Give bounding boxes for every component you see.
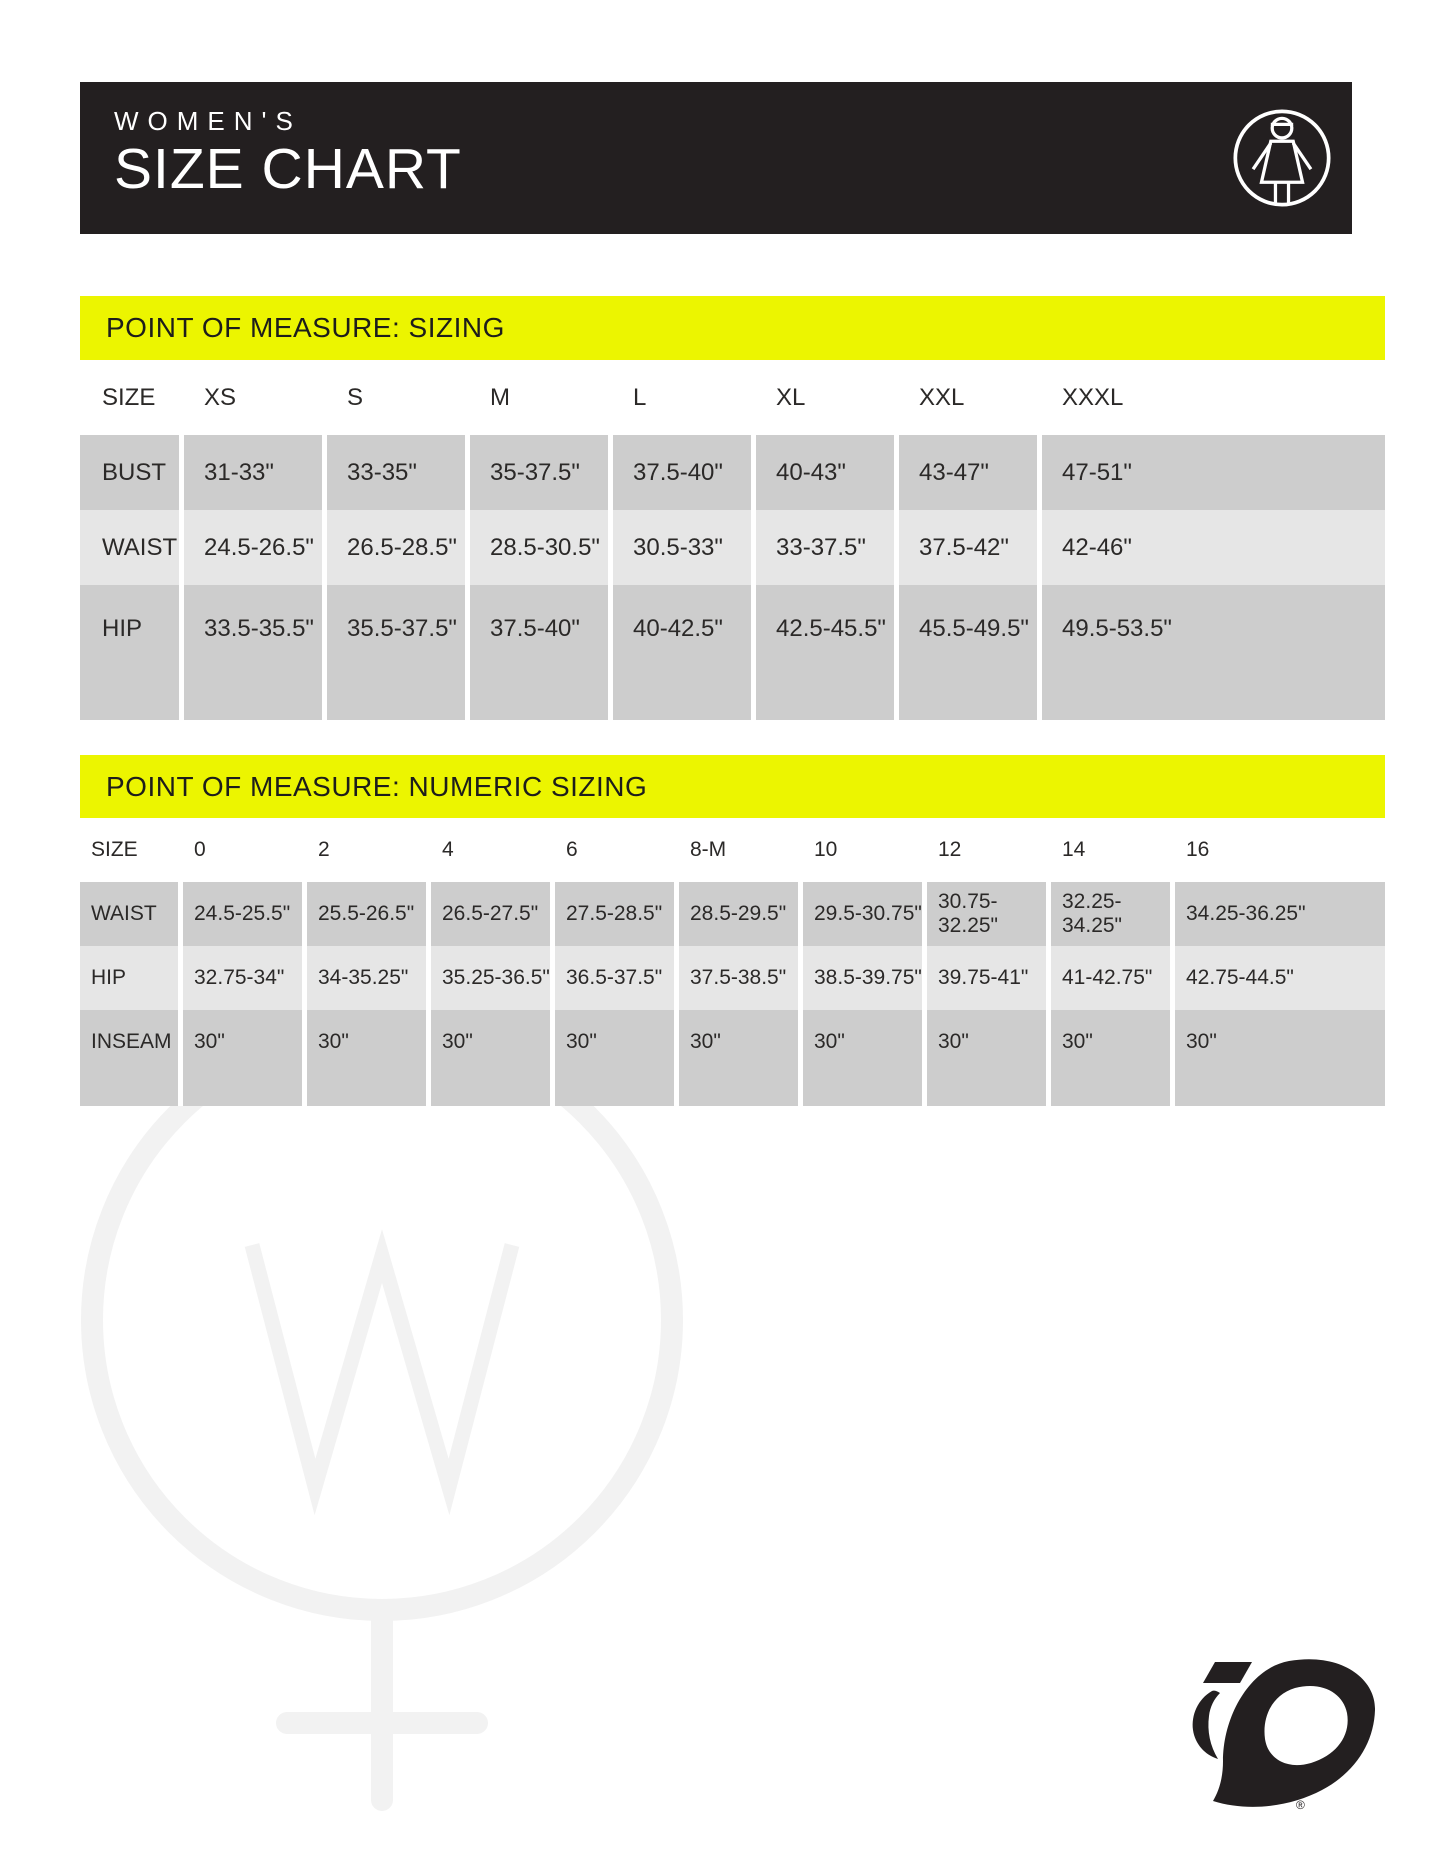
measurement-cell: 42-46" <box>1042 510 1385 585</box>
measurement-cell: 34-35.25" <box>307 946 426 1010</box>
measurement-cell: 37.5-40" <box>613 435 751 510</box>
table-row-hip <box>80 946 1385 1010</box>
measurement-cell: 35.25-36.5" <box>431 946 550 1010</box>
measurement-cell: 39.75-41" <box>927 946 1046 1010</box>
size-column-label: 8-M <box>690 838 727 861</box>
size-column-label: 0 <box>194 838 206 861</box>
measurement-cell: 32.75-34" <box>183 946 302 1010</box>
woman-head-icon <box>1272 118 1292 138</box>
header-kicker: WOMEN'S <box>114 106 302 136</box>
size-column-label: 14 <box>1062 838 1086 861</box>
measurement-cell: 26.5-28.5" <box>327 510 465 585</box>
measurement-cell: 28.5-29.5" <box>679 882 798 946</box>
measurement-cell: 38.5-39.75" <box>803 946 922 1010</box>
measurement-cell: 33-37.5" <box>756 510 894 585</box>
measurement-cell: 40-42.5" <box>613 585 751 720</box>
table-row-waist <box>80 882 1385 946</box>
measurement-cell: 34.25-36.25" <box>1175 882 1385 946</box>
numeric-sizing-table <box>80 818 1385 1106</box>
measurement-cell: 30" <box>431 1010 550 1106</box>
size-column-header: SIZE <box>91 838 138 861</box>
logo-i-dot <box>1203 1662 1252 1683</box>
size-column-header: SIZE <box>102 383 156 411</box>
section-title-numeric-sizing: POINT OF MEASURE: NUMERIC SIZING <box>80 755 1385 819</box>
page-title: SIZE CHART <box>114 137 462 201</box>
size-column-label: S <box>347 383 364 411</box>
measurement-cell: 30" <box>803 1010 922 1106</box>
table-header-row <box>80 818 1385 882</box>
measurement-cell: 33-35" <box>327 435 465 510</box>
row-label: HIP <box>80 585 179 720</box>
size-column-label: 10 <box>814 838 838 861</box>
measurement-cell: 30" <box>183 1010 302 1106</box>
measurement-cell: 35.5-37.5" <box>327 585 465 720</box>
measurement-cell: 27.5-28.5" <box>555 882 674 946</box>
size-column-label: L <box>633 383 647 411</box>
measurement-cell: 40-43" <box>756 435 894 510</box>
pearl-izumi-logo <box>1190 1658 1385 1810</box>
measurement-cell: 31-33" <box>184 435 322 510</box>
header-bar <box>80 82 1352 234</box>
row-label: HIP <box>80 946 178 1010</box>
measurement-cell: 30.5-33" <box>613 510 751 585</box>
measurement-cell: 42.5-45.5" <box>756 585 894 720</box>
measurement-cell: 33.5-35.5" <box>184 585 322 720</box>
measurement-cell: 30" <box>927 1010 1046 1106</box>
measurement-cell: 24.5-25.5" <box>183 882 302 946</box>
measurement-cell: 30.75-32.25" <box>927 882 1046 946</box>
measurement-cell: 37.5-40" <box>470 585 608 720</box>
measurement-cell: 37.5-42" <box>899 510 1037 585</box>
measurement-cell: 28.5-30.5" <box>470 510 608 585</box>
measurement-cell: 49.5-53.5" <box>1042 585 1385 720</box>
table-row-bust <box>80 435 1385 510</box>
measurement-cell: 41-42.75" <box>1051 946 1170 1010</box>
size-column-label: 16 <box>1186 838 1210 861</box>
woman-in-circle-icon <box>1226 102 1338 214</box>
table-header-row <box>80 360 1385 435</box>
measurement-cell: 29.5-30.75" <box>803 882 922 946</box>
size-column-label: 12 <box>938 838 962 861</box>
measurement-cell: 30" <box>1051 1010 1170 1106</box>
sizing-table <box>80 360 1385 720</box>
measurement-cell: 43-47" <box>899 435 1037 510</box>
measurement-cell: 25.5-26.5" <box>307 882 426 946</box>
measurement-cell: 42.75-44.5" <box>1175 946 1385 1010</box>
size-column-label: XXXL <box>1062 383 1124 411</box>
table-row-waist <box>80 510 1385 585</box>
row-label: WAIST <box>80 882 178 946</box>
registered-mark: ® <box>1296 1798 1305 1810</box>
logo-i-stroke <box>1193 1691 1220 1759</box>
row-label: INSEAM <box>80 1010 178 1106</box>
size-column-label: XL <box>776 383 806 411</box>
measurement-cell: 35-37.5" <box>470 435 608 510</box>
row-label: WAIST <box>80 510 179 585</box>
measurement-cell: 30" <box>555 1010 674 1106</box>
size-column-label: 2 <box>318 838 330 861</box>
section-title-sizing: POINT OF MEASURE: SIZING <box>80 296 1385 360</box>
measurement-cell: 36.5-37.5" <box>555 946 674 1010</box>
measurement-cell: 32.25-34.25" <box>1051 882 1170 946</box>
table-row-hip <box>80 585 1385 720</box>
measurement-cell: 30" <box>679 1010 798 1106</box>
measurement-cell: 45.5-49.5" <box>899 585 1037 720</box>
measurement-cell: 37.5-38.5" <box>679 946 798 1010</box>
measurement-cell: 47-51" <box>1042 435 1385 510</box>
measurement-cell: 24.5-26.5" <box>184 510 322 585</box>
table-row-inseam <box>80 1010 1385 1106</box>
size-column-label: XXL <box>919 383 965 411</box>
size-column-label: M <box>490 383 510 411</box>
measurement-cell: 30" <box>1175 1010 1385 1106</box>
measurement-cell: 26.5-27.5" <box>431 882 550 946</box>
size-column-label: 6 <box>566 838 578 861</box>
measurement-cell: 30" <box>307 1010 426 1106</box>
size-column-label: XS <box>204 383 237 411</box>
size-column-label: 4 <box>442 838 454 861</box>
row-label: BUST <box>80 435 179 510</box>
